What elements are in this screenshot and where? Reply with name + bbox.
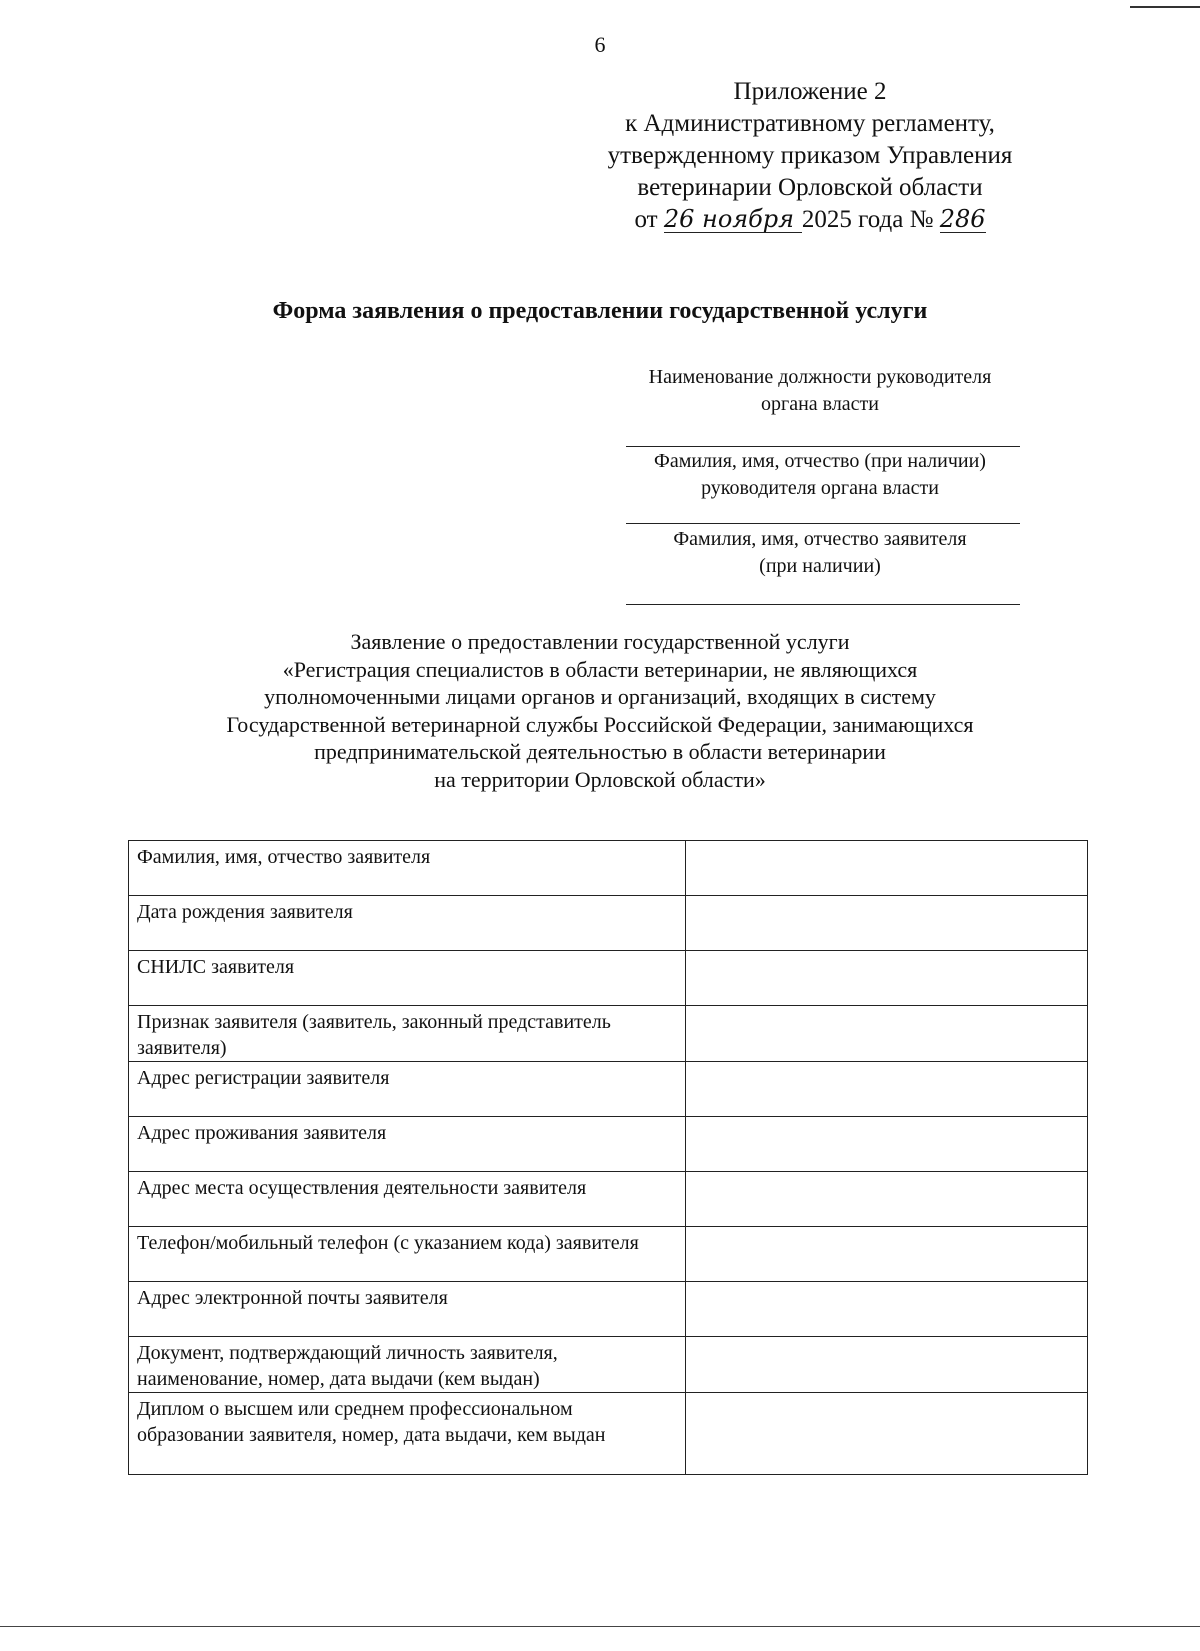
- statement-line: «Регистрация специалистов в области ветеринарии, не являющихся: [282, 656, 918, 682]
- scan-bottom-edge: [0, 1626, 1200, 1627]
- appendix-line: ветеринарии Орловской области: [637, 174, 983, 201]
- field-label: Фамилия, имя, отчество заявителя: [129, 841, 686, 896]
- caption-line: (при наличии): [759, 555, 881, 577]
- statement-line: предпринимательской деятельностью в области ветеринарии: [314, 739, 886, 764]
- appendix-date-line: [555, 204, 1065, 236]
- field-value[interactable]: [686, 841, 1088, 896]
- field-value[interactable]: [686, 1062, 1088, 1117]
- table-row: [129, 1282, 1088, 1337]
- field-value[interactable]: [686, 1282, 1088, 1337]
- field-value[interactable]: [686, 1006, 1088, 1062]
- date-prefix: от: [634, 206, 658, 233]
- head-name-rule: [626, 446, 1020, 447]
- statement-line: Государственной ветеринарной службы Российской Федерации, занимающихся: [226, 711, 974, 737]
- table-row: [129, 1172, 1088, 1227]
- statement-line: уполномоченными лицами органов и организаций, входящих в систему: [264, 684, 936, 709]
- field-label: Дата рождения заявителя: [129, 896, 686, 951]
- caption-line: руководителя органа власти: [701, 477, 939, 499]
- field-label: Адрес регистрации заявителя: [129, 1062, 686, 1117]
- field-label: Телефон/мобильный телефон (с указанием кода) заявителя: [129, 1227, 686, 1282]
- appendix-line: Приложение 2: [733, 78, 887, 105]
- scan-edge-mark: [1130, 6, 1200, 8]
- page-number: 6: [594, 32, 606, 57]
- field-value[interactable]: [686, 1172, 1088, 1227]
- table-row: [129, 1393, 1088, 1475]
- addressee-position-caption: [610, 364, 1030, 418]
- field-label: Документ, подтверждающий личность заявителя, наименование, номер, дата выдачи (кем выдан): [129, 1337, 686, 1393]
- caption-line: Фамилия, имя, отчество заявителя: [673, 528, 967, 550]
- applicant-fill-rule: [626, 604, 1020, 605]
- addressee-head-name-caption: [610, 448, 1030, 502]
- applicant-name-caption: [610, 526, 1030, 580]
- field-label: СНИЛС заявителя: [129, 951, 686, 1006]
- field-value[interactable]: [686, 1227, 1088, 1282]
- application-form-table: [128, 840, 1088, 1475]
- date-year: 2025 года №: [801, 206, 934, 233]
- field-value[interactable]: [686, 896, 1088, 951]
- statement-line: на территории Орловской области»: [434, 766, 766, 792]
- appendix-line: к Административному регламенту,: [625, 110, 995, 137]
- handwritten-date: 26 ноября: [664, 206, 802, 233]
- table-row: [129, 1062, 1088, 1117]
- form-title: Форма заявления о предоставлении государственной услуги: [272, 298, 928, 324]
- table-row: [129, 1337, 1088, 1393]
- table-row: [129, 951, 1088, 1006]
- handwritten-order-number: 286: [939, 205, 986, 233]
- field-value[interactable]: [686, 1337, 1088, 1393]
- field-label: Адрес проживания заявителя: [129, 1117, 686, 1172]
- table-row: [129, 1006, 1088, 1062]
- applicant-name-rule: [626, 523, 1020, 524]
- table-row: [129, 896, 1088, 951]
- appendix-line: утвержденному приказом Управления: [607, 142, 1013, 169]
- caption-line: органа власти: [760, 393, 880, 415]
- statement-line: Заявление о предоставлении государственной услуги: [350, 629, 850, 654]
- caption-line: Наименование должности руководителя: [648, 366, 992, 388]
- field-label: Признак заявителя (заявитель, законный представитель заявителя): [129, 1006, 686, 1062]
- appendix-header: [555, 76, 1065, 236]
- table-row: [129, 1227, 1088, 1282]
- field-label: Адрес электронной почты заявителя: [129, 1282, 686, 1337]
- field-value[interactable]: [686, 1117, 1088, 1172]
- caption-line: Фамилия, имя, отчество (при наличии): [654, 450, 986, 472]
- field-value[interactable]: [686, 951, 1088, 1006]
- statement-title: [60, 628, 1140, 793]
- table-row: [129, 1117, 1088, 1172]
- field-label: Адрес места осуществления деятельности заявителя: [129, 1172, 686, 1227]
- field-value[interactable]: [686, 1393, 1088, 1475]
- table-row: [129, 841, 1088, 896]
- field-label: Диплом о высшем или среднем профессиональном образовании заявителя, номер, дата выдачи, кем выдан: [129, 1393, 686, 1475]
